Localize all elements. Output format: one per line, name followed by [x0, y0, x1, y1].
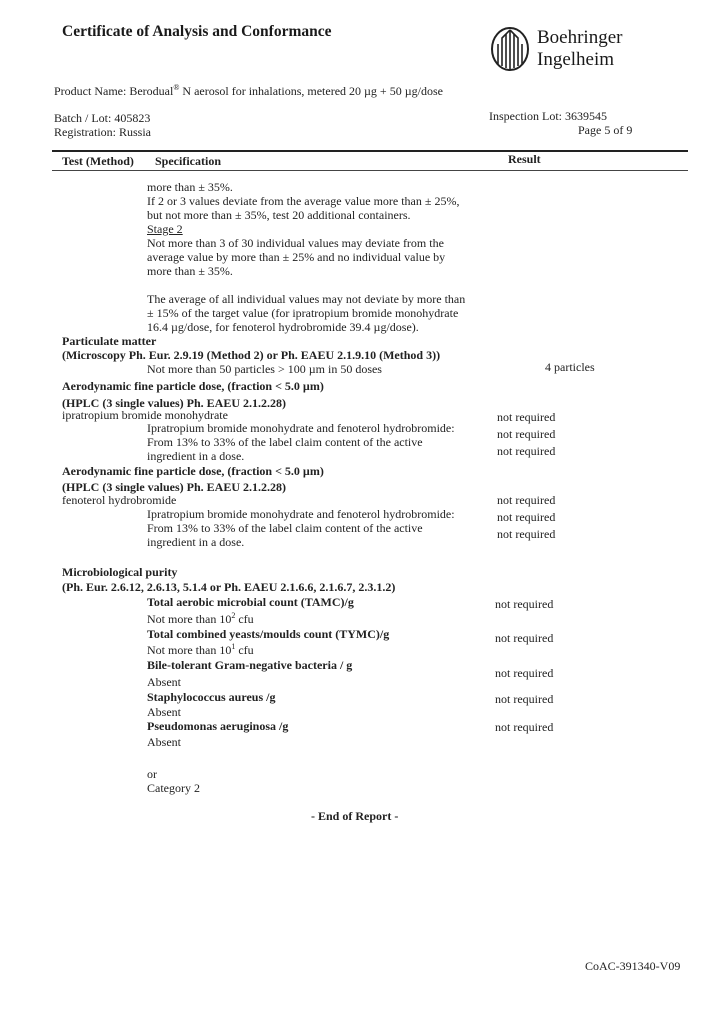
registration-label: Registration: — [54, 125, 116, 139]
afpd2-substance: fenoterol hydrobromide — [62, 493, 177, 507]
afpd1-result: not required — [497, 444, 556, 458]
spec-text: 16.4 µg/dose, for fenoterol hydrobromide 39.4 µg/dose). — [147, 320, 419, 334]
staph-title: Staphylococcus aureus /g — [147, 690, 276, 704]
batch-value: 405823 — [114, 111, 151, 125]
afpd2-method: (HPLC (3 single values) Ph. EAEU 2.1.2.28) — [62, 480, 287, 494]
staph-spec: Absent — [147, 705, 181, 719]
afpd1-spec: From 13% to 33% of the label claim content of the active — [147, 435, 423, 449]
spec-text: ± 15% of the target value (for ipratropium bromide monohydrate — [147, 306, 459, 320]
tamc-result: not required — [495, 597, 554, 611]
afpd1-result: not required — [497, 427, 556, 441]
page-number: Page 5 of 9 — [578, 123, 633, 137]
afpd2-spec: From 13% to 33% of the label claim content of the active — [147, 521, 423, 535]
registration-value: Russia — [119, 125, 152, 139]
afpd1-spec: ingredient in a dose. — [147, 449, 245, 463]
product-name: Berodual® N aerosol for inhalations, metered 20 µg + 50 µg/dose — [129, 83, 443, 98]
end-of-report: - End of Report - — [311, 809, 399, 823]
tamc-spec: Not more than $10^2$ cfu — [147, 611, 254, 626]
spec-text: Not more than 3 of 30 individual values may deviate from the — [147, 236, 444, 250]
column-spec: Specification — [155, 154, 221, 168]
bile-title: Bile-tolerant Gram-negative bacteria / g — [147, 658, 353, 672]
inspection-label: Inspection Lot: — [489, 109, 562, 123]
inspection-value: 3639545 — [564, 109, 607, 123]
product-line — [54, 84, 443, 98]
header-rule-bottom — [52, 170, 688, 171]
pseudo-result: not required — [495, 720, 554, 734]
afpd2-result: not required — [497, 493, 556, 507]
column-test: Test (Method) — [62, 154, 134, 168]
afpd1-spec: Ipratropium bromide monohydrate and fenoterol hydrobromide: — [147, 421, 455, 435]
spec-text: average value by more than ± 25% and no individual value by — [147, 250, 446, 264]
pseudo-title: Pseudomonas aeruginosa /g — [147, 719, 289, 733]
bile-spec: Absent — [147, 675, 181, 689]
micro-title: Microbiological purity — [62, 565, 178, 579]
spec-text: If 2 or 3 values deviate from the average value more than ± 25%, — [147, 194, 460, 208]
spec-text: more than ± 35%. — [147, 264, 233, 278]
bile-result: not required — [495, 666, 554, 680]
afpd1-method: (HPLC (3 single values) Ph. EAEU 2.1.2.28) — [62, 396, 287, 410]
spec-text: The average of all individual values may not deviate by more than — [147, 292, 466, 306]
particulate-spec: Not more than 50 particles > 100 µm in 50 doses — [147, 362, 382, 376]
pseudo-spec: Absent — [147, 735, 181, 749]
spec-text: more than ± 35%. — [147, 180, 233, 194]
document-code: CoAC-391340-V09 — [585, 959, 681, 973]
afpd2-result: not required — [497, 527, 556, 541]
tymc-title: Total combined yeasts/moulds count (TYMC)/g — [147, 627, 390, 641]
particulate-result: 4 particles — [545, 360, 595, 374]
inspection-line — [489, 109, 607, 123]
particulate-method: (Microscopy Ph. Eur. 2.9.19 (Method 2) or Ph. EAEU 2.1.9.10 (Method 3)) — [62, 348, 441, 362]
tymc-spec: Not more than $10^1$ cfu — [147, 642, 254, 657]
particulate-title: Particulate matter — [62, 334, 157, 348]
micro-method: (Ph. Eur. 2.6.12, 2.6.13, 5.1.4 or Ph. EAEU 2.1.6.6, 2.1.6.7, 2.3.1.2) — [62, 580, 396, 594]
batch-label: Batch / Lot: — [54, 111, 112, 125]
tymc-result: not required — [495, 631, 554, 645]
spec-text: but not more than ± 35%, test 20 additional containers. — [147, 208, 411, 222]
stage-2-heading: Stage 2 — [147, 222, 183, 236]
product-label: Product Name: — [54, 84, 127, 98]
tamc-title: Total aerobic microbial count (TAMC)/g — [147, 595, 354, 609]
batch-line — [54, 111, 150, 125]
boehringer-logo-icon — [490, 26, 530, 72]
or-text: or — [147, 767, 157, 781]
logo-line1: Boehringer — [537, 27, 623, 48]
staph-result: not required — [495, 692, 554, 706]
afpd2-title: Aerodynamic fine particle dose, (fraction < 5.0 µm) — [62, 464, 324, 478]
column-result: Result — [508, 152, 541, 166]
afpd1-title: Aerodynamic fine particle dose, (fraction < 5.0 µm) — [62, 379, 324, 393]
category-text: Category 2 — [147, 781, 200, 795]
afpd1-result: not required — [497, 410, 556, 424]
header-rule-top — [52, 150, 688, 152]
document-title: Certificate of Analysis and Conformance — [62, 23, 332, 40]
afpd2-result: not required — [497, 510, 556, 524]
afpd2-spec: Ipratropium bromide monohydrate and fenoterol hydrobromide: — [147, 507, 455, 521]
afpd1-substance: ipratropium bromide monohydrate — [62, 408, 228, 422]
logo-line2: Ingelheim — [537, 49, 615, 70]
afpd2-spec: ingredient in a dose. — [147, 535, 245, 549]
registration-line — [54, 125, 151, 139]
